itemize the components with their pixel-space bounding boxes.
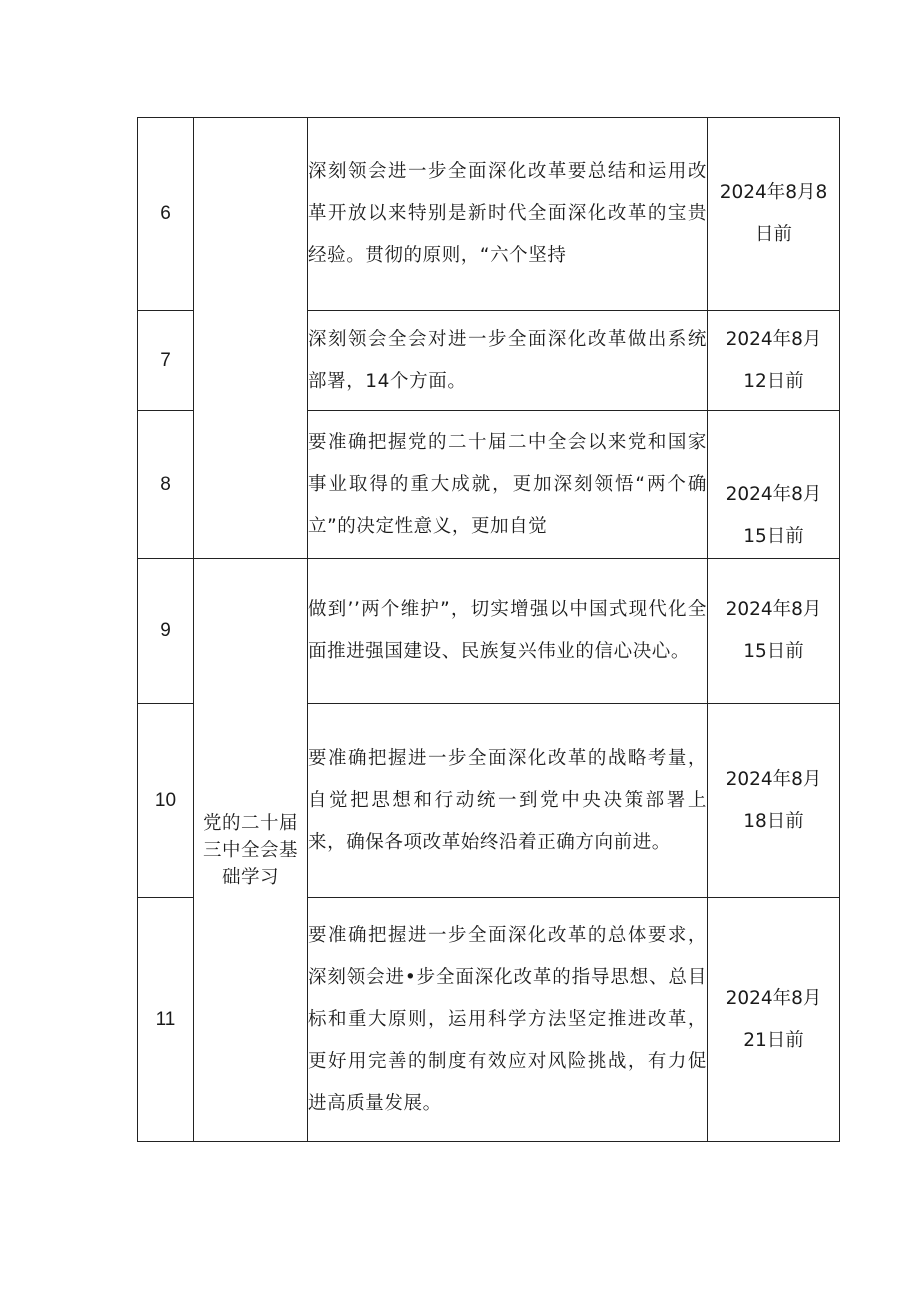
deadline-line2: 日前 [754, 224, 792, 245]
content-cell [308, 559, 708, 704]
deadline-line1: 2024年8月 [725, 484, 822, 505]
deadline-line2: 21日前 [743, 1029, 804, 1051]
content-cell [308, 704, 708, 898]
deadline-cell [708, 118, 840, 311]
content-text: 要准确把握进一步全面深化改革的战略考量，自觉把思想和行动统一到党中央决策部署上来，确保各项改革始终沿着正确方向前进。 [308, 747, 707, 853]
deadline-line1: 2024年8月 [725, 328, 822, 350]
deadline-line1: 2024年8月8 [719, 182, 828, 203]
deadline-line2: 15日前 [743, 641, 804, 662]
deadline-line2: 15日前 [743, 526, 804, 547]
content-text: 要准确把握党的二十届二中全会以来党和国家事业取得的重大成就，更加深刻领悟“两个确立”的决定性意义，更加自觉 [308, 431, 707, 537]
content-cell [308, 118, 708, 311]
deadline-cell [708, 704, 840, 898]
row-number: 8 [138, 411, 194, 559]
deadline-cell [708, 311, 840, 411]
deadline-cell [708, 898, 840, 1142]
content-text: 深刻领会进一步全面深化改革要总结和运用改革开放以来特别是新时代全面深化改革的宝贵经验。贯彻的原则，“六个坚持 [308, 161, 707, 266]
topic-cell-empty [194, 118, 308, 559]
content-text: 要准确把握进一步全面深化改革的总体要求，深刻领会进•步全面深化改革的指导思想、总目标和重大原则，运用科学方法坚定推进改革，更好用完善的制度有效应对风险挑战，有力促进高质量发展。 [308, 924, 707, 1114]
content-text: 深刻领会全会对进一步全面深化改革做出系统部署，14个方面。 [308, 328, 707, 392]
row-number: 6 [138, 118, 194, 311]
study-schedule-table [137, 117, 840, 1142]
content-cell [308, 898, 708, 1142]
deadline-line2: 12日前 [743, 370, 804, 392]
table-row [138, 559, 840, 704]
deadline-line1: 2024年8月 [725, 768, 822, 790]
topic-label: 党的二十届三中全会基础学习 [202, 812, 298, 888]
row-number: 9 [138, 559, 194, 704]
deadline-line1: 2024年8月 [725, 599, 822, 620]
row-number: 7 [138, 311, 194, 411]
deadline-cell [708, 411, 840, 559]
deadline-line2: 18日前 [743, 810, 804, 832]
row-number: 10 [138, 704, 194, 898]
table-row [138, 118, 840, 311]
topic-cell [194, 559, 308, 1142]
deadline-line1: 2024年8月 [725, 987, 822, 1009]
content-cell [308, 411, 708, 559]
row-number: 11 [138, 898, 194, 1142]
content-text: 做到’’两个维护”，切实增强以中国式现代化全面推进强国建设、民族复兴伟业的信心决心。 [308, 599, 707, 662]
deadline-cell [708, 559, 840, 704]
content-cell [308, 311, 708, 411]
